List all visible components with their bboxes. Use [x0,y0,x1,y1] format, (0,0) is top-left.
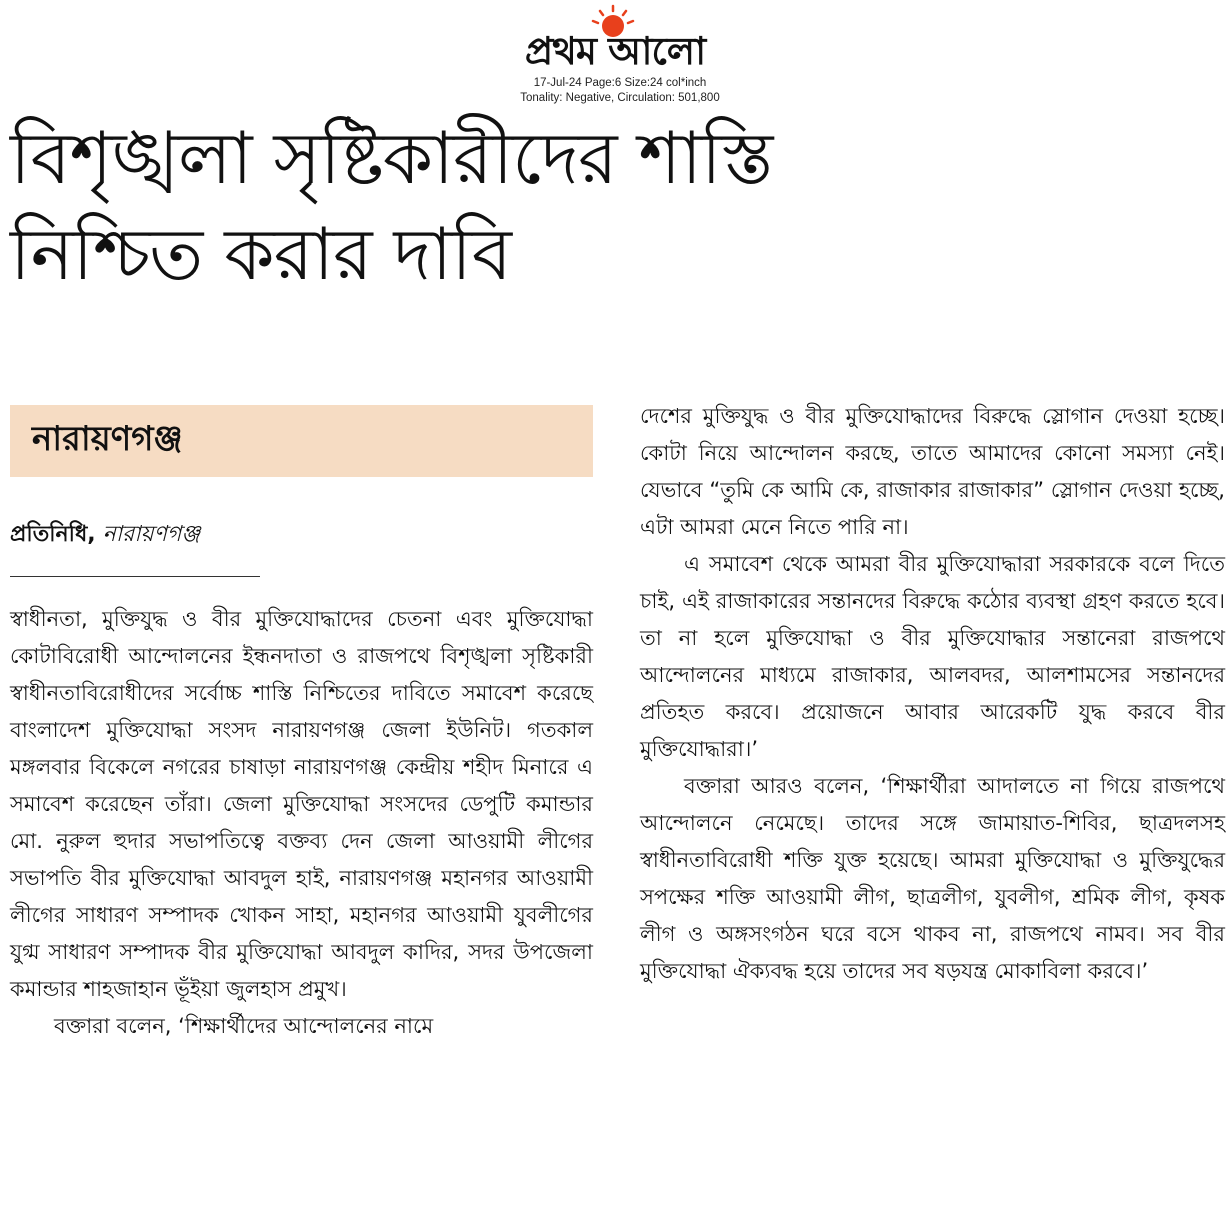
body-paragraph: দেশের মুক্তিযুদ্ধ ও বীর মুক্তিযোদ্ধাদের বিরুদ্ধে স্লোগান দেওয়া হচ্ছে। কোটা নিয়ে আন্দোলন করছে, তাতে আমাদের কোনো সমস্যা নেই। যেভাবে “তুমি কে আমি কে, রাজাকার রাজাকার” স্লোগান দেওয়া হচ্ছে, এটা আমরা মেনে নিতে পারি না। [640,404,1225,539]
clipping-meta-line1: 17-Jul-24 Page:6 Size:24 col*inch [533,77,707,89]
byline-name: প্রতিনিধি, [10,522,96,547]
article-headline [10,110,1210,302]
location-band [10,405,593,477]
byline [10,517,593,554]
clipping-meta [505,76,735,106]
article-column-right [640,398,1225,990]
byline-place: নারায়ণগঞ্জ [102,522,201,547]
article-column-left [10,405,593,1045]
body-paragraph: বক্তারা আরও বলেন, ‘শিক্ষার্থীরা আদালতে না গিয়ে রাজপথে আন্দোলনে নেমেছে। তাদের সঙ্গে জামায়াত-শিবির, ছাত্রদলসহ স্বাধীনতাবিরোধী শক্তি যুক্ত হয়েছে। আমরা মুক্তিযোদ্ধা ও মুক্তিযুদ্ধের সপক্ষের শক্তি আওয়ামী লীগ, ছাত্রলীগ, যুবলীগ, শ্রমিক লীগ, কৃষক লীগ ও অঙ্গসংগঠন ঘরে বসে থাকব না, রাজপথে নামব। সব বীর মুক্তিযোদ্ধা ঐক্যবদ্ধ হয়ে তাদের সব ষড়যন্ত্র মোকাবিলা করবে।’ [640,774,1225,983]
masthead-logo [470,4,760,74]
headline-line-2: নিশ্চিত করার দাবি [10,212,511,296]
masthead-title: প্রথম আলো [524,29,706,73]
clipping-meta-line2: Tonality: Negative, Circulation: 501,800 [520,92,720,104]
headline-line-1: বিশৃঙ্খলা সৃষ্টিকারীদের শাস্তি [10,116,773,200]
location-label: নারায়ণগঞ্জ [32,418,183,459]
body-paragraph: এ সমাবেশ থেকে আমরা বীর মুক্তিযোদ্ধারা সরকারকে বলে দিতে চাই, এই রাজাকারের সন্তানদের বিরুদ্ধে কঠোর ব্যবস্থা গ্রহণ করতে হবে। তা না হলে মুক্তিযোদ্ধা ও বীর মুক্তিযোদ্ধার সন্তানেরা রাজপথে আন্দোলনের মাধ্যমে রাজাকার, আলবদর, আলশামসের সন্তানদের প্রতিহত করবে। প্রয়োজনে আবার আরেকটি যুদ্ধ করবে বীর মুক্তিযোদ্ধারা।’ [640,552,1225,761]
body-paragraph: স্বাধীনতা, মুক্তিযুদ্ধ ও বীর মুক্তিযোদ্ধাদের চেতনা এবং মুক্তিযোদ্ধা কোটাবিরোধী আন্দোলনের ইন্ধনদাতা ও রাজপথে বিশৃঙ্খলা সৃষ্টিকারী স্বাধীনতাবিরোধীদের সর্বোচ্চ শাস্তি নিশ্চিতের দাবিতে সমাবেশ করেছে বাংলাদেশ মুক্তিযোদ্ধা সংসদ নারায়ণগঞ্জ জেলা ইউনিট। গতকাল মঙ্গলবার বিকেলে নগরের চাষাড়া নারায়ণগঞ্জ কেন্দ্রীয় শহীদ মিনারে এ সমাবেশ করেছেন তাঁরা। জেলা মুক্তিযোদ্ধা সংসদের ডেপুটি কমান্ডার মো. নুরুল হুদার সভাপতিত্বে বক্তব্য দেন জেলা আওয়ামী লীগের সভাপতি বীর মুক্তিযোদ্ধা আবদুল হাই, নারায়ণগঞ্জ মহানগর আওয়ামী লীগের সাধারণ সম্পাদক খোকন সাহা, মহানগর আওয়ামী যুবলীগের যুগ্ম সাধারণ সম্পাদক বীর মুক্তিযোদ্ধা আবদুল কাদির, সদর উপজেলা কমান্ডার শাহজাহান ভূঁইয়া জুলহাস প্রমুখ। [10,607,593,1001]
byline-divider [10,576,260,577]
body-paragraph: বক্তারা বলেন, ‘শিক্ষার্থীদের আন্দোলনের নামে [54,1014,434,1038]
